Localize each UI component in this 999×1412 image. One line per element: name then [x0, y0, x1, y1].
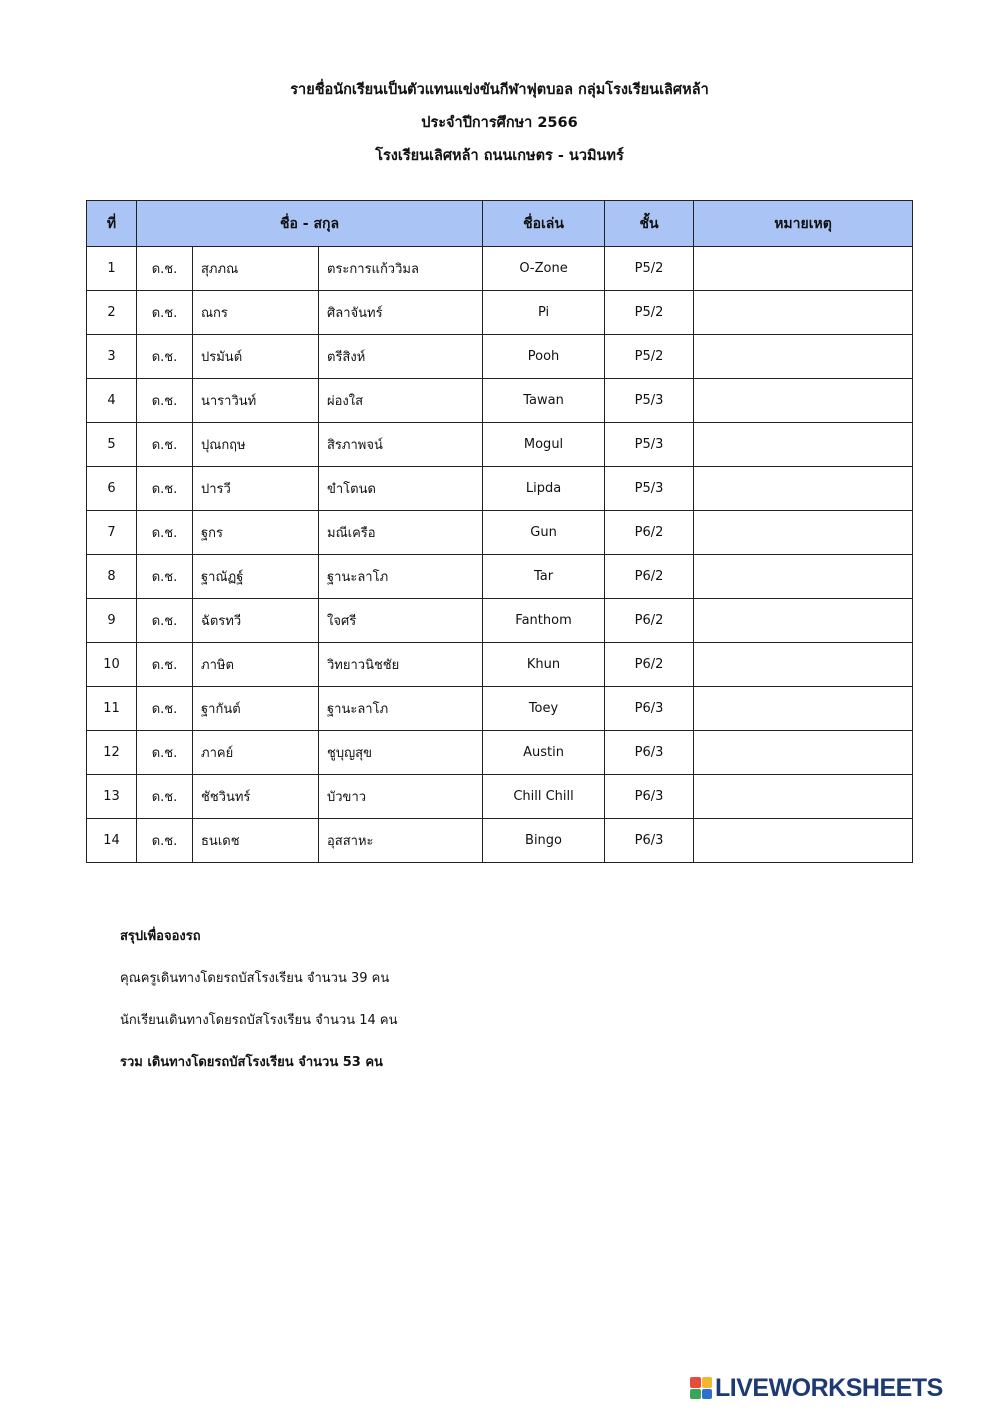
cell-last-name: ขำโตนด — [319, 467, 483, 511]
cell-first-name: ปรมันต์ — [193, 335, 319, 379]
cell-last-name: ฐานะลาโภ — [319, 555, 483, 599]
table-header-row — [87, 201, 913, 247]
cell-grade: P5/2 — [605, 291, 694, 335]
cell-prefix: ด.ช. — [137, 599, 193, 643]
document-header — [0, 74, 999, 173]
cell-number: 12 — [87, 731, 137, 775]
cell-first-name: ธนเดช — [193, 819, 319, 863]
table-body — [87, 247, 913, 863]
cell-nickname: Mogul — [483, 423, 605, 467]
table-row — [87, 335, 913, 379]
cell-number: 7 — [87, 511, 137, 555]
table-row — [87, 687, 913, 731]
cell-prefix: ด.ช. — [137, 687, 193, 731]
cell-first-name: สุภภณ — [193, 247, 319, 291]
academic-year: ประจำปีการศึกษา 2566 — [421, 115, 578, 131]
table-row — [87, 467, 913, 511]
logo-square-icon — [690, 1389, 701, 1400]
cell-note — [694, 247, 913, 291]
cell-note — [694, 379, 913, 423]
cell-first-name: ภาคย์ — [193, 731, 319, 775]
cell-prefix: ด.ช. — [137, 335, 193, 379]
cell-note — [694, 335, 913, 379]
table-row — [87, 775, 913, 819]
cell-nickname: Toey — [483, 687, 605, 731]
cell-first-name: นาราวินท์ — [193, 379, 319, 423]
logo-square-icon — [690, 1377, 701, 1388]
cell-prefix: ด.ช. — [137, 775, 193, 819]
cell-grade: P6/2 — [605, 511, 694, 555]
cell-note — [694, 819, 913, 863]
cell-last-name: บัวขาว — [319, 775, 483, 819]
cell-nickname: Austin — [483, 731, 605, 775]
cell-number: 14 — [87, 819, 137, 863]
cell-number: 13 — [87, 775, 137, 819]
cell-last-name: วิทยาวนิชชัย — [319, 643, 483, 687]
logo-mark-icon — [690, 1377, 712, 1399]
cell-prefix: ด.ช. — [137, 511, 193, 555]
summary-teachers: คุณครูเดินทางโดยรถบัสโรงเรียน จำนวน 39 คน — [120, 971, 390, 986]
summary-total: รวม เดินทางโดยรถบัสโรงเรียน จำนวน 53 คน — [120, 1055, 383, 1070]
cell-note — [694, 775, 913, 819]
cell-note — [694, 555, 913, 599]
cell-last-name: ชูบุญสุข — [319, 731, 483, 775]
cell-first-name: ฐาณัฏฐ์ — [193, 555, 319, 599]
table-row — [87, 643, 913, 687]
cell-first-name: ภาษิต — [193, 643, 319, 687]
cell-last-name: อุสสาหะ — [319, 819, 483, 863]
cell-number: 2 — [87, 291, 137, 335]
column-header-name: ชื่อ - สกุล — [137, 201, 483, 247]
cell-grade: P5/3 — [605, 467, 694, 511]
cell-first-name: ปารวี — [193, 467, 319, 511]
table-row — [87, 731, 913, 775]
logo-wordmark: LIVEWORKSHEETS — [715, 1373, 943, 1402]
cell-prefix: ด.ช. — [137, 423, 193, 467]
column-header-no: ที่ — [87, 201, 137, 247]
logo-square-icon — [702, 1389, 713, 1400]
cell-first-name: ปุณกฤษ — [193, 423, 319, 467]
summary-heading: สรุปเพื่อจองรถ — [120, 929, 201, 944]
cell-number: 4 — [87, 379, 137, 423]
cell-number: 8 — [87, 555, 137, 599]
cell-note — [694, 511, 913, 555]
cell-note — [694, 291, 913, 335]
cell-note — [694, 643, 913, 687]
cell-nickname: Chill Chill — [483, 775, 605, 819]
student-roster-table — [86, 200, 913, 863]
table-row — [87, 291, 913, 335]
cell-first-name: ฐากันต์ — [193, 687, 319, 731]
cell-grade: P6/2 — [605, 599, 694, 643]
cell-last-name: ศิลาจันทร์ — [319, 291, 483, 335]
cell-grade: P6/3 — [605, 687, 694, 731]
cell-number: 5 — [87, 423, 137, 467]
cell-nickname: Bingo — [483, 819, 605, 863]
cell-note — [694, 731, 913, 775]
table-row — [87, 511, 913, 555]
cell-last-name: ตรีสิงห์ — [319, 335, 483, 379]
table-row — [87, 423, 913, 467]
cell-number: 3 — [87, 335, 137, 379]
cell-grade: P6/2 — [605, 643, 694, 687]
cell-grade: P5/2 — [605, 335, 694, 379]
cell-note — [694, 687, 913, 731]
cell-last-name: สิรภาพจน์ — [319, 423, 483, 467]
column-header-grade: ชั้น — [605, 201, 694, 247]
table-row — [87, 819, 913, 863]
cell-note — [694, 423, 913, 467]
cell-nickname: Pooh — [483, 335, 605, 379]
cell-grade: P6/3 — [605, 819, 694, 863]
cell-first-name: ฉัตรทวี — [193, 599, 319, 643]
cell-grade: P5/3 — [605, 379, 694, 423]
cell-grade: P5/2 — [605, 247, 694, 291]
cell-number: 9 — [87, 599, 137, 643]
cell-prefix: ด.ช. — [137, 643, 193, 687]
cell-number: 6 — [87, 467, 137, 511]
cell-prefix: ด.ช. — [137, 731, 193, 775]
cell-number: 10 — [87, 643, 137, 687]
cell-nickname: Khun — [483, 643, 605, 687]
cell-last-name: ใจศรี — [319, 599, 483, 643]
cell-first-name: ฐกร — [193, 511, 319, 555]
cell-grade: P5/3 — [605, 423, 694, 467]
cell-number: 1 — [87, 247, 137, 291]
cell-grade: P6/3 — [605, 731, 694, 775]
cell-first-name: ชัชวินทร์ — [193, 775, 319, 819]
cell-prefix: ด.ช. — [137, 819, 193, 863]
cell-note — [694, 467, 913, 511]
column-header-nickname: ชื่อเล่น — [483, 201, 605, 247]
liveworksheets-logo — [690, 1372, 990, 1404]
cell-grade: P6/3 — [605, 775, 694, 819]
cell-note — [694, 599, 913, 643]
cell-prefix: ด.ช. — [137, 555, 193, 599]
bus-booking-summary — [120, 921, 398, 1089]
cell-grade: P6/2 — [605, 555, 694, 599]
cell-nickname: Tar — [483, 555, 605, 599]
school-name: โรงเรียนเลิศหล้า ถนนเกษตร - นวมินทร์ — [375, 148, 624, 164]
logo-square-icon — [702, 1377, 713, 1388]
cell-nickname: O-Zone — [483, 247, 605, 291]
cell-last-name: ผ่องใส — [319, 379, 483, 423]
cell-nickname: Pi — [483, 291, 605, 335]
cell-nickname: Gun — [483, 511, 605, 555]
cell-nickname: Lipda — [483, 467, 605, 511]
cell-prefix: ด.ช. — [137, 291, 193, 335]
table-row — [87, 599, 913, 643]
summary-students: นักเรียนเดินทางโดยรถบัสโรงเรียน จำนวน 14 คน — [120, 1013, 398, 1028]
cell-prefix: ด.ช. — [137, 467, 193, 511]
cell-first-name: ณกร — [193, 291, 319, 335]
cell-prefix: ด.ช. — [137, 379, 193, 423]
cell-last-name: ตระการแก้ววิมล — [319, 247, 483, 291]
cell-nickname: Tawan — [483, 379, 605, 423]
document-title: รายชื่อนักเรียนเป็นตัวแทนแข่งขันกีฬาฟุตบอล กลุ่มโรงเรียนเลิศหล้า — [290, 82, 709, 98]
cell-prefix: ด.ช. — [137, 247, 193, 291]
column-header-note: หมายเหตุ — [694, 201, 913, 247]
cell-nickname: Fanthom — [483, 599, 605, 643]
table-row — [87, 247, 913, 291]
table-row — [87, 379, 913, 423]
table-row — [87, 555, 913, 599]
cell-last-name: มณีเครือ — [319, 511, 483, 555]
cell-last-name: ฐานะลาโภ — [319, 687, 483, 731]
cell-number: 11 — [87, 687, 137, 731]
